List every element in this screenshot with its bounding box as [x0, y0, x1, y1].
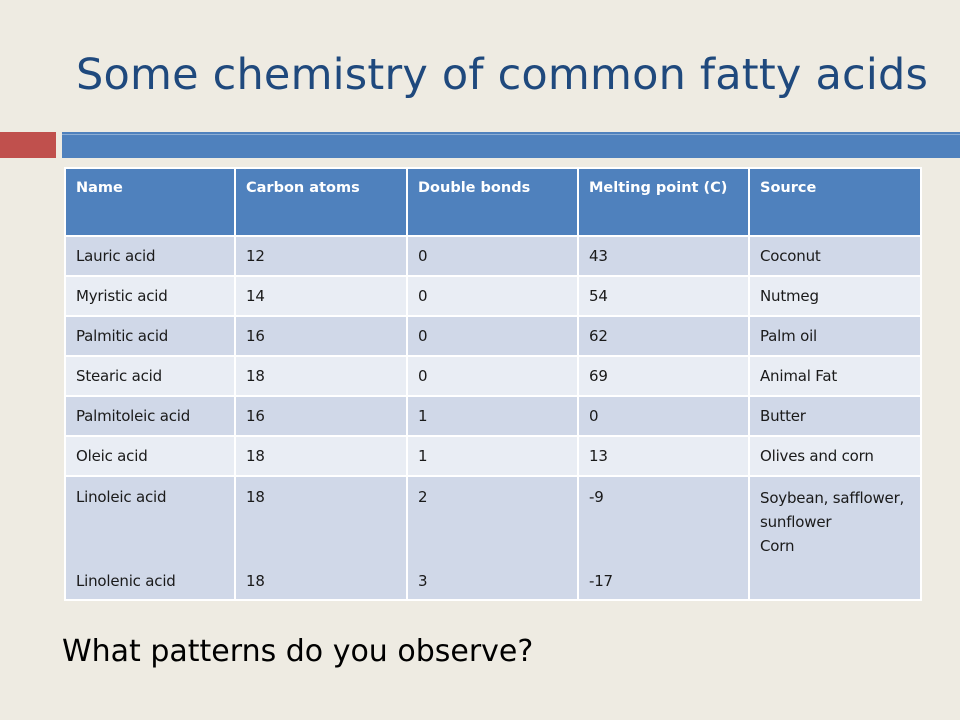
cell-melting-linolenic: -17	[589, 572, 613, 590]
cell-source-linoleic: Soybean, safflower, sunflower	[760, 489, 905, 531]
cell-melting-point: 62	[578, 316, 749, 356]
cell-melting-point: 13	[578, 436, 749, 476]
cell-name: Oleic acid	[65, 436, 235, 476]
cell-melting-point	[578, 476, 749, 600]
cell-melting-point: 54	[578, 276, 749, 316]
cell-name: Stearic acid	[65, 356, 235, 396]
cell-melting-point: 0	[578, 396, 749, 436]
cell-carbon-atoms: 12	[235, 236, 407, 276]
cell-name: Lauric acid	[65, 236, 235, 276]
fatty-acids-table	[64, 167, 922, 601]
cell-source: Coconut	[749, 236, 921, 276]
header-melting-point: Melting point (C)	[578, 168, 749, 236]
cell-double-linolenic: 3	[418, 572, 428, 590]
cell-source-linolenic: Corn	[760, 537, 795, 555]
cell-double-bonds: 0	[407, 356, 578, 396]
cell-double-bonds: 0	[407, 236, 578, 276]
cell-melting-point: 69	[578, 356, 749, 396]
cell-carbon-atoms: 14	[235, 276, 407, 316]
table-row	[65, 476, 921, 600]
cell-source: Nutmeg	[749, 276, 921, 316]
header-name: Name	[65, 168, 235, 236]
header-source: Source	[749, 168, 921, 236]
cell-double-bonds: 0	[407, 316, 578, 356]
cell-carbon-atoms	[235, 476, 407, 600]
cell-name: Myristic acid	[65, 276, 235, 316]
cell-source: Animal Fat	[749, 356, 921, 396]
cell-melting-point: 43	[578, 236, 749, 276]
table-row	[65, 436, 921, 476]
cell-double-bonds: 1	[407, 436, 578, 476]
cell-name: Palmitic acid	[65, 316, 235, 356]
table-row	[65, 316, 921, 356]
cell-name-linoleic: Linoleic acid	[76, 488, 167, 506]
cell-melting-linoleic: -9	[589, 488, 604, 506]
question-text: What patterns do you observe?	[62, 634, 534, 669]
accent-bar-red	[0, 132, 56, 158]
cell-carbon-atoms: 16	[235, 396, 407, 436]
cell-double-bonds: 1	[407, 396, 578, 436]
table-row	[65, 396, 921, 436]
cell-double-linoleic: 2	[418, 488, 428, 506]
cell-name	[65, 476, 235, 600]
cell-double-bonds: 0	[407, 276, 578, 316]
cell-source: Palm oil	[749, 316, 921, 356]
slide-title: Some chemistry of common fatty acids	[76, 50, 929, 100]
cell-source: Olives and corn	[749, 436, 921, 476]
header-carbon-atoms: Carbon atoms	[235, 168, 407, 236]
cell-name: Palmitoleic acid	[65, 396, 235, 436]
table-header-row	[65, 168, 921, 236]
cell-name-linolenic: Linolenic acid	[76, 572, 176, 590]
accent-bar-blue	[62, 132, 960, 158]
cell-carbon-atoms: 18	[235, 356, 407, 396]
cell-carbon-atoms: 18	[235, 436, 407, 476]
table-row	[65, 276, 921, 316]
cell-carbon-atoms: 16	[235, 316, 407, 356]
header-double-bonds: Double bonds	[407, 168, 578, 236]
cell-carbon-linolenic: 18	[246, 572, 265, 590]
table-row	[65, 356, 921, 396]
table-row	[65, 236, 921, 276]
cell-double-bonds	[407, 476, 578, 600]
cell-source	[749, 476, 921, 600]
cell-source: Butter	[749, 396, 921, 436]
cell-carbon-linoleic: 18	[246, 488, 265, 506]
